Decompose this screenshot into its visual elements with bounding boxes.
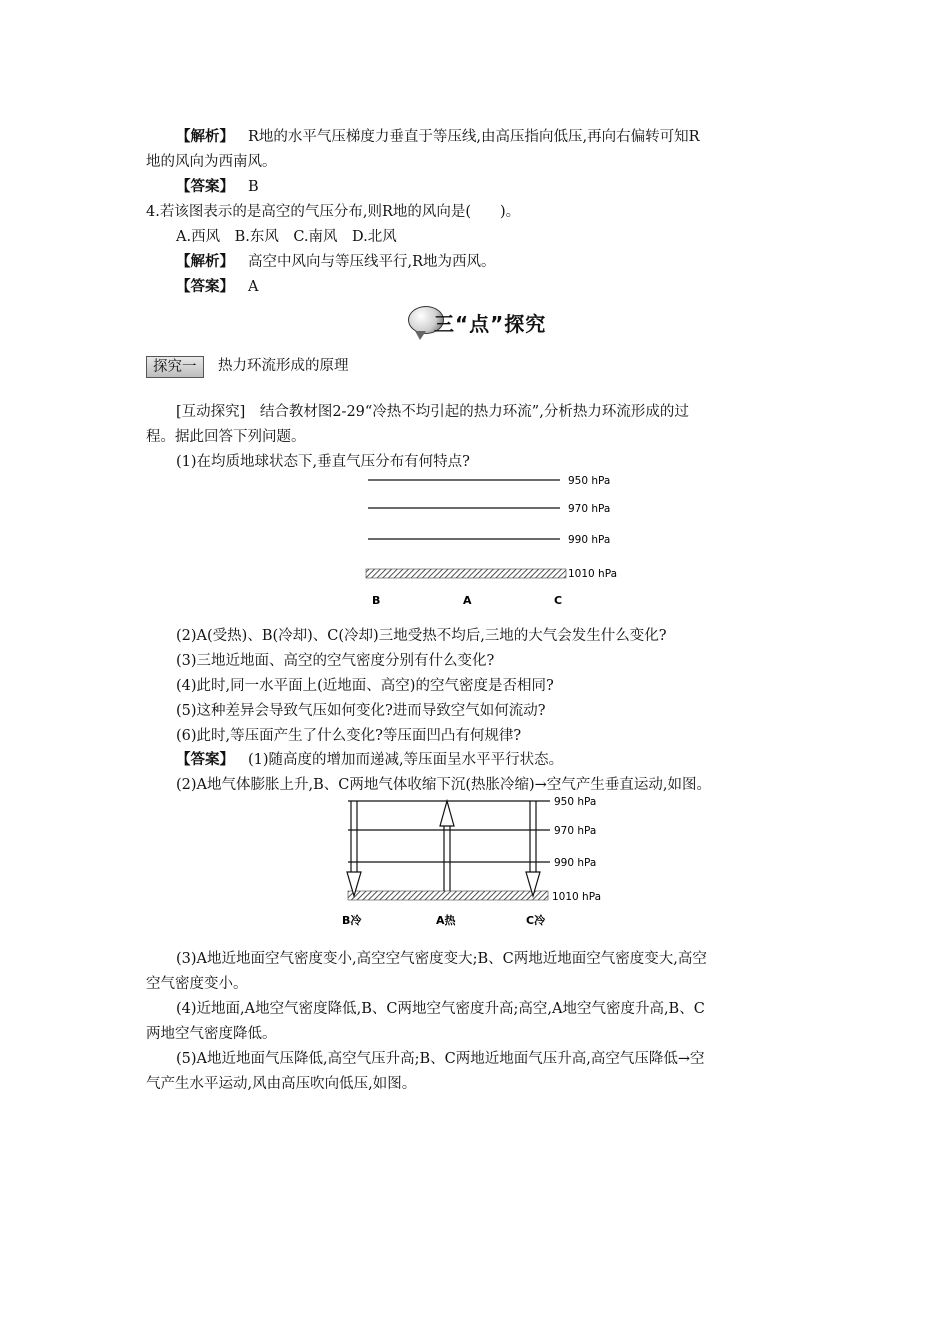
answer-a3-line2: 空气密度变小。 (146, 976, 248, 992)
level-label-990: 990 hPa (568, 534, 611, 546)
inquiry-q4: (4)此时,同一水平面上(近地面、高空)的空气密度是否相同? (176, 678, 554, 694)
level-label-1010: 1010 hPa (568, 568, 618, 580)
arrow-b-descending (347, 801, 361, 896)
section-heading (408, 302, 558, 342)
level-label-950: 950 hPa (554, 796, 597, 808)
inquiry-q2: (2)A(受热)、B(冷却)、C(冷却)三地受热不均后,三地的大气会发生什么变化? (176, 628, 667, 644)
inquiry-intro-line1: [互动探究] 结合教材图2-29“冷热不均引起的热力环流”,分析热力环流形成的过 (176, 404, 689, 420)
q4-question: 4.若该图表示的是高空的气压分布,则R地的风向是( )。 (146, 204, 521, 220)
answer-a5-line1: (5)A地近地面气压降低,高空气压升高;B、C两地近地面气压升高,高空气压降低→空 (176, 1051, 705, 1067)
inquiry-q3: (3)三地近地面、高空的空气密度分别有什么变化? (176, 653, 495, 669)
q3-analysis-line2: 地的风向为西南风。 (146, 154, 277, 170)
answer-a4-line2: 两地空气密度降低。 (146, 1026, 277, 1042)
answer-a5-line2: 气产生水平运动,风由高压吹向低压,如图。 (146, 1076, 417, 1092)
point-label-a: A (463, 594, 472, 607)
point-label-b-cold: B冷 (342, 914, 362, 927)
answer-a1 (176, 750, 563, 770)
q4-answer-label: 【答案】 (176, 278, 234, 295)
ground-surface (348, 891, 548, 900)
q4-analysis-label: 【解析】 (176, 253, 234, 270)
level-label-970: 970 hPa (568, 503, 611, 515)
q3-analysis-line1 (176, 127, 700, 147)
q4-analysis-text: 高空中风向与等压线平行,R地为西风。 (248, 254, 496, 270)
answer-a1-text: (1)随高度的增加而递减,等压面呈水平平行状态。 (248, 752, 564, 768)
q4-analysis (176, 252, 496, 272)
point-label-c: C (554, 594, 563, 607)
arrow-c-descending (526, 801, 540, 896)
inquiry-q6: (6)此时,等压面产生了什么变化?等压面凹凸有何规律? (176, 728, 522, 744)
figure-isobars-uniform (360, 470, 660, 610)
answer-a2: (2)A地气体膨胀上升,B、C两地气体收缩下沉(热胀冷缩)→空气产生垂直运动,如图。 (176, 777, 711, 793)
section-title: 热力环流形成的原理 (218, 358, 349, 374)
arrow-a-rising (440, 801, 454, 891)
inquiry-q5: (5)这种差异会导致气压如何变化?进而导致空气如何流动? (176, 703, 546, 719)
q3-answer-value: B (248, 179, 259, 195)
point-label-a-hot: A热 (436, 914, 456, 927)
level-label-1010: 1010 hPa (552, 891, 602, 903)
point-label-c-cold: C冷 (526, 914, 546, 927)
level-label-990: 990 hPa (554, 857, 597, 869)
q4-options: A.西风 B.东风 C.南风 D.北风 (176, 229, 397, 245)
q3-answer-label: 【答案】 (176, 178, 234, 195)
inquiry-intro-line2: 程。据此回答下列问题。 (146, 429, 306, 445)
inquiry-q1: (1)在均质地球状态下,垂直气压分布有何特点? (176, 454, 470, 470)
figure-vertical-motion (340, 792, 640, 932)
q4-answer-value: A (248, 279, 259, 295)
level-label-970: 970 hPa (554, 825, 597, 837)
point-label-b: B (372, 594, 381, 607)
ground-surface (366, 569, 566, 578)
answers-label: 【答案】 (176, 751, 234, 768)
level-label-950: 950 hPa (568, 475, 611, 487)
section-tag: 探究一 (146, 356, 204, 378)
answer-a3-line1: (3)A地近地面空气密度变小,高空空气密度变大;B、C两地近地面空气密度变大,高空 (176, 951, 707, 967)
q4-answer (176, 277, 258, 297)
q3-answer (176, 177, 259, 197)
answer-a4-line1: (4)近地面,A地空气密度降低,B、C两地空气密度升高;高空,A地空气密度升高,B、C (176, 1001, 705, 1017)
q3-analysis-label: 【解析】 (176, 128, 234, 145)
section-heading-text: 三“点”探究 (434, 312, 547, 336)
q3-analysis-text: R地的水平气压梯度力垂直于等压线,由高压指向低压,再向右偏转可知R (248, 129, 700, 145)
